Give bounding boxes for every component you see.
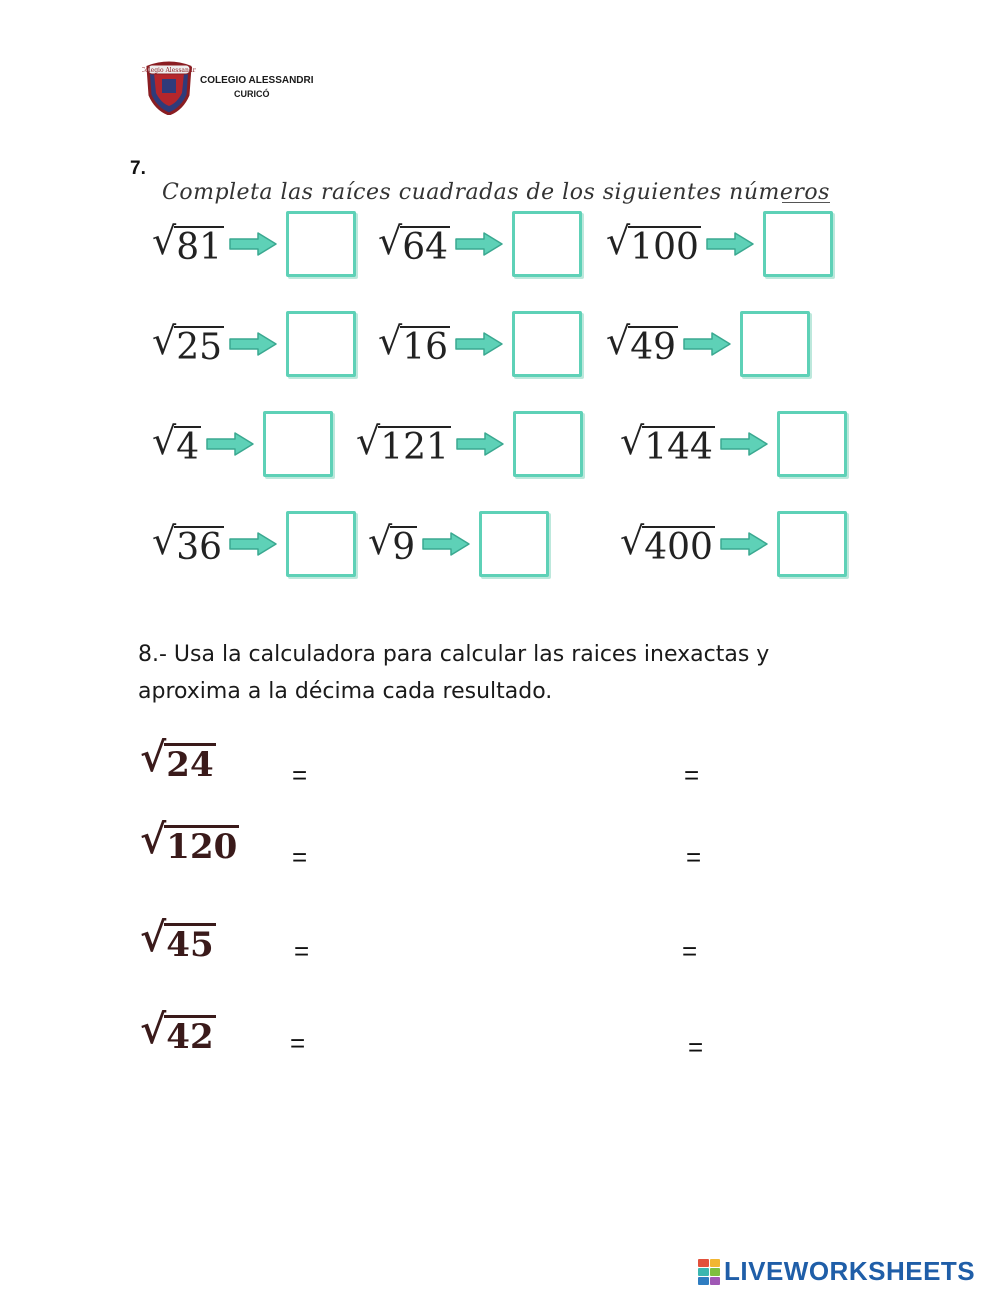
- sqrt-item-0: [152, 208, 356, 280]
- radicand: 64: [402, 227, 449, 268]
- right-arrow-icon: [421, 531, 471, 557]
- radicand: 49: [630, 327, 677, 368]
- radicand: 42: [166, 1017, 214, 1057]
- school-header: [142, 58, 362, 116]
- answer-box[interactable]: [286, 311, 356, 377]
- radicand: 24: [166, 745, 214, 785]
- sqrt-expression: [152, 219, 224, 268]
- right-arrow-icon: [719, 531, 769, 557]
- rounded-answer-field[interactable]: [706, 932, 856, 968]
- radicand: 400: [644, 527, 713, 568]
- question-8-instruction: 8.- Usa la calculadora para calcular las raices inexactas y aproxima a la décima cada resultado.: [138, 642, 770, 704]
- right-arrow-icon: [228, 231, 278, 257]
- sqrt-item-7: [356, 408, 583, 480]
- liveworksheets-logo: [698, 1256, 975, 1287]
- equals-sign: =: [292, 760, 308, 790]
- right-arrow-icon: [705, 231, 755, 257]
- answer-box[interactable]: [777, 411, 847, 477]
- inexact-root-row-2: [140, 914, 740, 978]
- sqrt-expression: [378, 219, 450, 268]
- right-arrow-icon: [228, 531, 278, 557]
- sqrt-expression: [356, 419, 451, 468]
- radicand: 4: [176, 427, 200, 468]
- radical-sign-icon: √: [152, 419, 177, 463]
- answer-box[interactable]: [777, 511, 847, 577]
- radicand: 120: [166, 827, 238, 867]
- radical-sign-icon: √: [140, 734, 167, 781]
- radical-sign-icon: √: [606, 319, 631, 363]
- sqrt-expression: [378, 319, 450, 368]
- radicand: 144: [644, 427, 713, 468]
- equals-sign: =: [294, 936, 310, 966]
- equals-sign: =: [290, 1028, 306, 1058]
- rounded-answer-field[interactable]: [708, 756, 858, 792]
- inexact-root-row-1: [140, 816, 740, 880]
- right-arrow-icon: [455, 431, 505, 457]
- radical-sign-icon: √: [378, 219, 403, 263]
- radical-sign-icon: √: [356, 419, 381, 463]
- inexact-root-row-3: [140, 1006, 740, 1070]
- answer-box[interactable]: [286, 511, 356, 577]
- radical-sign-icon: √: [620, 519, 645, 563]
- answer-box[interactable]: [763, 211, 833, 277]
- equals-sign: =: [686, 842, 702, 872]
- school-city: CURICÓ: [234, 88, 270, 99]
- sqrt-expression: [140, 1006, 216, 1057]
- radicand: 9: [392, 527, 416, 568]
- sqrt-expression: [140, 914, 216, 965]
- answer-box[interactable]: [286, 211, 356, 277]
- sqrt-item-5: [606, 308, 810, 380]
- equals-sign: =: [684, 760, 700, 790]
- sqrt-expression: [606, 319, 678, 368]
- sqrt-item-11: [620, 508, 847, 580]
- answer-box[interactable]: [513, 411, 583, 477]
- sqrt-item-1: [378, 208, 582, 280]
- equals-sign: =: [688, 1032, 704, 1062]
- answer-box[interactable]: [479, 511, 549, 577]
- school-name: COLEGIO ALESSANDRI: [200, 75, 314, 87]
- radical-sign-icon: √: [140, 1006, 167, 1053]
- answer-box[interactable]: [740, 311, 810, 377]
- sqrt-expression: [152, 519, 224, 568]
- question-7-instruction: Completa las raíces cuadradas de los siguientes números: [162, 180, 830, 205]
- radicand: 45: [166, 925, 214, 965]
- liveworksheets-brand: LIVEWORKSHEETS: [724, 1256, 976, 1286]
- radical-sign-icon: √: [378, 319, 403, 363]
- calculator-answer-field[interactable]: [316, 756, 616, 792]
- question-7-number: 7.: [130, 158, 146, 179]
- radical-sign-icon: √: [606, 219, 631, 263]
- radicand: 121: [380, 427, 449, 468]
- radicand: 100: [630, 227, 699, 268]
- rounded-answer-field[interactable]: [710, 838, 860, 874]
- right-arrow-icon: [205, 431, 255, 457]
- radical-sign-icon: √: [152, 519, 177, 563]
- sqrt-expression: [620, 519, 715, 568]
- right-arrow-icon: [682, 331, 732, 357]
- calculator-answer-field[interactable]: [318, 932, 618, 968]
- calculator-answer-field[interactable]: [314, 1024, 614, 1060]
- rounded-answer-field[interactable]: [712, 1028, 862, 1064]
- school-crest-icon: [142, 59, 196, 115]
- radical-sign-icon: √: [152, 319, 177, 363]
- radicand: 81: [176, 227, 223, 268]
- sqrt-expression: [368, 519, 417, 568]
- sqrt-item-2: [606, 208, 833, 280]
- right-arrow-icon: [228, 331, 278, 357]
- calculator-answer-field[interactable]: [316, 838, 616, 874]
- radicand: 25: [176, 327, 223, 368]
- sqrt-item-8: [620, 408, 847, 480]
- sqrt-expression: [152, 319, 224, 368]
- sqrt-item-10: [368, 508, 549, 580]
- radicand: 16: [402, 327, 449, 368]
- sqrt-item-4: [378, 308, 582, 380]
- sqrt-expression: [606, 219, 701, 268]
- sqrt-expression: [140, 734, 216, 785]
- sqrt-expression: [152, 419, 201, 468]
- sqrt-expression: [140, 816, 239, 867]
- liveworksheets-grid-icon: [698, 1259, 720, 1285]
- radical-sign-icon: √: [368, 519, 393, 563]
- answer-box[interactable]: [512, 211, 582, 277]
- sqrt-expression: [620, 419, 715, 468]
- answer-box[interactable]: [512, 311, 582, 377]
- right-arrow-icon: [454, 231, 504, 257]
- inexact-root-row-0: [140, 734, 740, 798]
- answer-box[interactable]: [263, 411, 333, 477]
- radical-sign-icon: √: [152, 219, 177, 263]
- right-arrow-icon: [454, 331, 504, 357]
- radical-sign-icon: √: [620, 419, 645, 463]
- radicand: 36: [176, 527, 223, 568]
- sqrt-item-3: [152, 308, 356, 380]
- sqrt-item-9: [152, 508, 356, 580]
- radical-sign-icon: √: [140, 914, 167, 961]
- sqrt-item-6: [152, 408, 333, 480]
- radical-sign-icon: √: [140, 816, 167, 863]
- svg-text:Colegio Alessandri: Colegio Alessandri: [142, 67, 196, 74]
- equals-sign: =: [292, 842, 308, 872]
- equals-sign: =: [682, 936, 698, 966]
- right-arrow-icon: [719, 431, 769, 457]
